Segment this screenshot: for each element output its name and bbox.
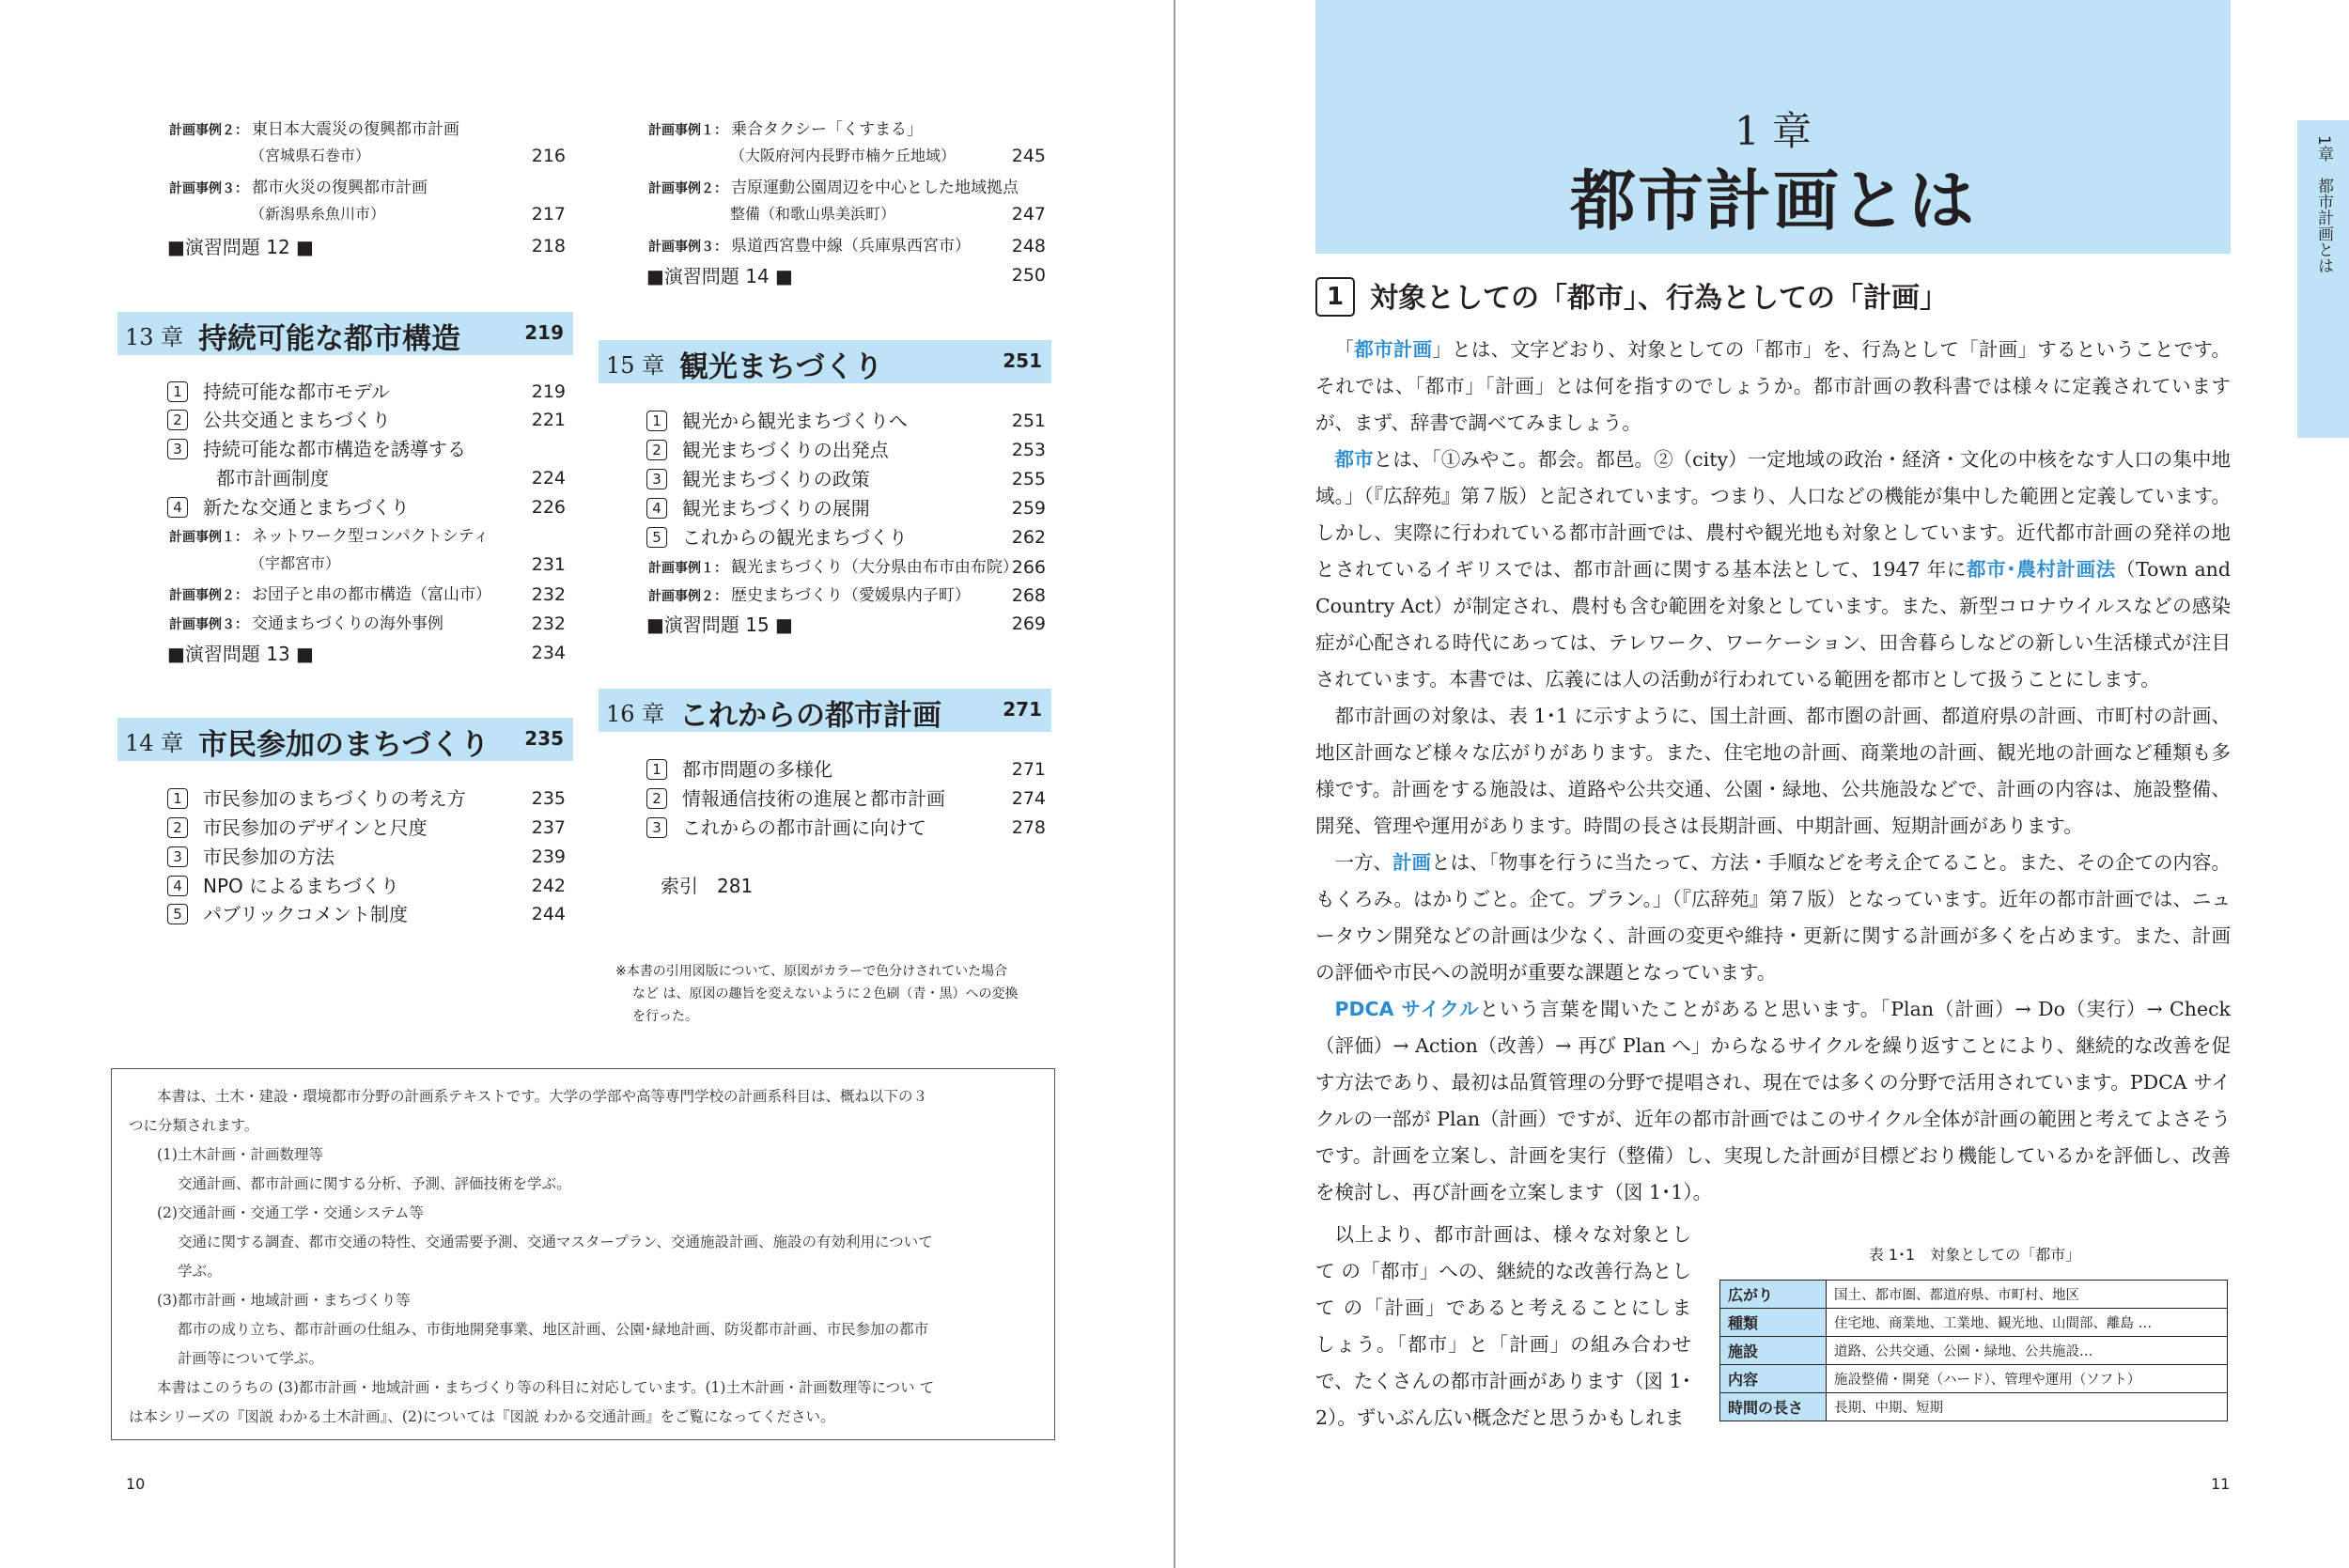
toc-exercise-15[interactable]: ■演習問題 15 ■ xyxy=(646,613,793,636)
body-text xyxy=(1315,332,2231,1211)
toc-chapter-13-header[interactable]: 13 章 持続可能な都市構造 219 xyxy=(117,312,573,355)
table-row: 時間の長さ 長期、中期、短期 xyxy=(1720,1393,2228,1421)
chapter-header-banner xyxy=(1315,0,2231,254)
toc-case-entry[interactable]: 計画事例２： 吉原運動公園周辺を中心とした地域拠点 xyxy=(648,179,1019,197)
toc-page-number: 231 xyxy=(531,554,566,575)
toc-section-item[interactable]: 3 持続可能な都市構造を誘導する xyxy=(167,435,466,463)
keyword: 都市 xyxy=(1334,448,1374,471)
toc-page-number: 219 xyxy=(531,381,566,402)
toc-chapter-14-header[interactable]: 14 章 市民参加のまちづくり 235 xyxy=(117,718,573,761)
toc-page-number: 245 xyxy=(1011,146,1046,166)
toc-section-item[interactable]: 3 これからの都市計画に向けて xyxy=(646,814,926,842)
left-page xyxy=(0,0,1174,1568)
toc-section-item[interactable]: 2 観光まちづくりの出発点 xyxy=(646,436,889,464)
keyword: 都市･農村計画法 xyxy=(1967,558,2116,581)
toc-case-entry[interactable]: 計画事例２： 歴史まちづくり（愛媛県内子町） xyxy=(648,586,971,605)
toc-index-entry[interactable]: 索引 281 xyxy=(661,875,754,897)
toc-case-sub: 整備（和歌山県美浜町） xyxy=(730,205,896,223)
toc-section-item[interactable]: 1 都市問題の多様化 xyxy=(646,755,832,784)
toc-page-number: 255 xyxy=(1011,469,1046,489)
toc-section-item[interactable]: 5 これからの観光まちづくり xyxy=(646,523,908,551)
toc-section-item[interactable]: 3 市民参加の方法 xyxy=(167,843,334,871)
toc-case-entry[interactable]: 計画事例１： ネットワーク型コンパクトシティ xyxy=(169,527,490,546)
toc-case-sub: （宇都宮市） xyxy=(250,554,341,572)
toc-case-sub: （新潟県糸魚川市） xyxy=(250,205,386,223)
keyword: PDCA サイクル xyxy=(1334,998,1480,1020)
toc-page-number: 269 xyxy=(1011,613,1046,634)
paragraph: PDCA サイクルという言葉を聞いたことがあると思います。「Plan（計画）→ Do（実行）→ Check（評価）→ Action（改善）→ 再び Plan へ」からなるサイクルを繰り返すことにより、継続的な改善を促す方法であり、最初は品質管理の分野で提唱され、現在では多くの分野で活用されています。PDCA サイクルの一部が Plan（計画）ですが、近年の都市計画ではこのサイクル全体が計画の範囲と考えてよさそうです。計画を立案し、計画を実行（整備）し、実現した計画が目標どおり機能しているかを評価し、改善を検討し、再び計画を立案します（図 1･1）。 xyxy=(1315,998,2231,1203)
toc-page-number: 247 xyxy=(1011,204,1046,225)
toc-page-number: 274 xyxy=(1011,788,1046,809)
toc-page-number: 224 xyxy=(531,468,566,489)
toc-section-item[interactable]: 4 観光まちづくりの展開 xyxy=(646,494,870,522)
paragraph: 一方、計画とは、「物事を行うに当たって、方法・手順などを考え企てること。また、その企ての内容。もくろみ。はかりごと。企て。プラン。」（『広辞苑』第７版）となっています。近年の都市計画では、ニュータウン開発などの計画は少なく、計画の変更や維持・更新に関する計画が多くを占めます。また、計画の評価や市民への説明が重要な課題となっています。 xyxy=(1315,851,2232,984)
series-info-box: 本書は、土木・建設・環境都市分野の計画系テキストです。大学の学部や高等専門学校の計画系科目は、概ね以下の３ つに分類されます。 (1)土木計画・計画数理等 交通計画、都市計画に関する分析、予測、評価技術を学ぶ。 (2)交通計画・交通工学・交通システム等 交通に関する調査、都市交通の特性、交通需要予測、交通マスタープラン、交通施設計画、施設の有効利用について 学ぶ。 (3)都市計画・地域計画・まちづくり等 都市の成り立ち、都市計画の仕組み、市街地開発事業、地区計画、公園･緑地計画、防災都市計画、市民参加の都市 計画等について学ぶ。 本書はこのうちの (3)都市計画・地域計画・まちづくり等の科目に対応しています。(1)土木計画・計画数理等につい て は本シリーズの『図説 わかる土木計画』、(2)については『図説 わかる交通計画』をご覧になってください。 xyxy=(111,1068,1055,1440)
toc-page-number: 226 xyxy=(531,497,566,518)
right-page xyxy=(1175,0,2349,1568)
chapter-title: 市民参加のまちづくり xyxy=(198,728,490,762)
toc-chapter-16-header[interactable]: 16 章 これからの都市計画 271 xyxy=(599,689,1051,732)
toc-page-number: 239 xyxy=(531,846,566,867)
body-text-wrap xyxy=(1315,1217,1691,1436)
page-number: 11 xyxy=(2211,1475,2231,1493)
toc-case-sub: （大阪府河内長野市楠ケ丘地域） xyxy=(730,147,957,164)
paragraph: 都市とは、「①みやこ。都会。都邑。②（city）一定地域の政治・経済・文化の中核をなす人口の集中地域。」（『広辞苑』第７版）と記されています。つまり、人口などの機能が集中した範囲と定義しています。しかし、実際に行われている都市計画では、農村や観光地も対象としています。近代都市計画の発祥の地とされているイギリスでは、都市計画に関する基本法として、1947 年に都市･農村計画法（Town and Country Act）が制定され、農村も含む範囲を対象としています。また、新型コロナウイルスなどの感染症が心配される時代にあっては、テレワーク、ワーケーション、田舎暮らしなどの新しい生活様式が注目されています。本書では、広義には人の活動が行われている範囲を都市として扱うことにします。 xyxy=(1315,448,2232,691)
table-row: 施設 道路、公共交通、公園・緑地、公共施設… xyxy=(1720,1337,2228,1365)
toc-section-item[interactable]: 3 観光まちづくりの政策 xyxy=(646,465,870,493)
toc-page-number: 262 xyxy=(1011,527,1046,548)
toc-case-entry[interactable]: 計画事例３： 都市火災の復興都市計画 xyxy=(169,179,428,197)
toc-section-item[interactable]: 1 観光から観光まちづくりへ xyxy=(646,407,908,435)
page-number: 10 xyxy=(126,1475,146,1493)
toc-page-number: 253 xyxy=(1011,440,1046,460)
chapter-title: 観光まちづくり xyxy=(679,350,883,384)
toc-case-sub: （宮城県石巻市） xyxy=(250,147,371,164)
toc-section-item[interactable]: 1 持続可能な都市モデル xyxy=(167,378,390,406)
toc-chapter-15-header[interactable]: 15 章 観光まちづくり 251 xyxy=(599,340,1051,383)
toc-section-item[interactable]: 2 市民参加のデザインと尺度 xyxy=(167,814,428,842)
toc-case-entry[interactable]: 計画事例２： お団子と串の都市構造（富山市） xyxy=(169,585,491,604)
toc-section-item[interactable]: 2 情報通信技術の進展と都市計画 xyxy=(646,784,945,813)
toc-page-number: 278 xyxy=(1011,817,1046,838)
toc-page-number: 235 xyxy=(531,788,566,809)
table-row: 広がり 国土、都市圏、都道府県、市町村、地区 xyxy=(1720,1281,2228,1309)
toc-page-number: 232 xyxy=(531,613,566,634)
chapter-side-tab[interactable]: 1章 都市計画とは xyxy=(2297,120,2349,438)
toc-case-entry[interactable]: 計画事例１： 観光まちづくり（大分県由布市由布院） xyxy=(648,558,1019,577)
chapter-title: 都市計画とは xyxy=(1570,162,1976,240)
toc-page-number: 217 xyxy=(531,204,566,225)
toc-exercise-14[interactable]: ■演習問題 14 ■ xyxy=(646,265,793,287)
section-heading: 1 対象としての「都市」、行為としての「計画」 xyxy=(1315,274,1948,317)
chapter-title: 持続可能な都市構造 xyxy=(198,322,460,356)
toc-page-number: 216 xyxy=(531,146,566,166)
toc-page-number: 237 xyxy=(531,817,566,838)
toc-section-item-cont: 都市計画制度 xyxy=(216,467,329,489)
paragraph: 都市計画の対象は、表 1･1 に示すように、国土計画、都市圏の計画、都道府県の計画、市町村の計画、地区計画など様々な広がりがあります。また、住宅地の計画、商業地の計画、観光地の計画など種類も多様です。計画をする施設は、道路や公共交通、公園・緑地、公共施設などで、計画の内容は、施設整備、開発、管理や運用があります。時間の長さは長期計画、中期計画、短期計画があります。 xyxy=(1315,705,2231,837)
toc-page-number: 244 xyxy=(531,904,566,924)
section-number-badge: 1 xyxy=(1315,277,1355,317)
toc-page-number: 271 xyxy=(1011,759,1046,780)
chapter-number: 1 章 xyxy=(1734,108,1812,154)
paragraph: 以上より、都市計画は、様々な対象として の「都市」への、継続的な改善行為として の「計画」であると考えることにしま しょう。「都市」と「計画」の組み合わせ で、たくさんの都市計画があります（図 1･2）。ずいぶん広い概念だと思うかもしれま xyxy=(1315,1223,1691,1429)
toc-page-number: 232 xyxy=(531,584,566,605)
toc-page-number: 248 xyxy=(1011,236,1046,256)
table-row: 種類 住宅地、商業地、工業地、観光地、山間部、離島 … xyxy=(1720,1309,2228,1337)
toc-page-number: 218 xyxy=(531,236,566,256)
toc-page-number: 234 xyxy=(531,643,566,663)
toc-section-item[interactable]: 2 公共交通とまちづくり xyxy=(167,406,391,434)
toc-case-entry[interactable]: 計画事例２： 東日本大震災の復興都市計画 xyxy=(169,120,459,139)
toc-page-number: 259 xyxy=(1011,498,1046,519)
paragraph: 「都市計画」とは、文字どおり、対象としての「都市」を、行為として「計画」するということです。それでは、「都市」「計画」とは何を指すのでしょうか。都市計画の教科書では様々に定義されていますが、まず、辞書で調べてみましょう。 xyxy=(1315,338,2232,434)
toc-page-number: 250 xyxy=(1011,265,1046,286)
toc-exercise-13[interactable]: ■演習問題 13 ■ xyxy=(167,643,314,665)
figure-note: ※本書の引用図版について、原図がカラーで色分けされていた場合 など は、原図の趣旨を変えないように２色刷（青・黒）への変換 を行った。 xyxy=(615,964,1019,1024)
toc-page-number: 266 xyxy=(1011,557,1046,578)
keyword: 都市計画 xyxy=(1354,338,1433,361)
table-caption: 表 1･1 対象としての「都市」 xyxy=(1868,1246,2081,1264)
toc-exercise-12[interactable]: ■演習問題 12 ■ xyxy=(167,236,314,258)
toc-section-item[interactable]: 1 市民参加のまちづくりの考え方 xyxy=(167,784,466,813)
toc-page-number: 251 xyxy=(1011,411,1046,431)
table-row: 内容 施設整備・開発（ハード）、管理や運用（ソフト） xyxy=(1720,1365,2228,1393)
toc-page-number: 268 xyxy=(1011,585,1046,606)
toc-section-item[interactable]: 4 NPO によるまちづくり xyxy=(167,872,399,900)
toc-case-entry[interactable]: 計画事例３： 交通まちづくりの海外事例 xyxy=(169,614,443,633)
definition-table xyxy=(1719,1280,2228,1421)
toc-page-number: 242 xyxy=(531,876,566,896)
keyword: 計画 xyxy=(1392,851,1432,874)
toc-case-entry[interactable]: 計画事例３： 県道西宮豊中線（兵庫県西宮市） xyxy=(648,237,971,256)
toc-page-number: 221 xyxy=(531,410,566,430)
toc-case-entry[interactable]: 計画事例１： 乗合タクシー「くすまる」 xyxy=(648,120,923,139)
chapter-title: これからの都市計画 xyxy=(679,699,941,733)
toc-section-item[interactable]: 4 新たな交通とまちづくり xyxy=(167,493,410,521)
toc-section-item[interactable]: 5 パブリックコメント制度 xyxy=(167,900,408,928)
